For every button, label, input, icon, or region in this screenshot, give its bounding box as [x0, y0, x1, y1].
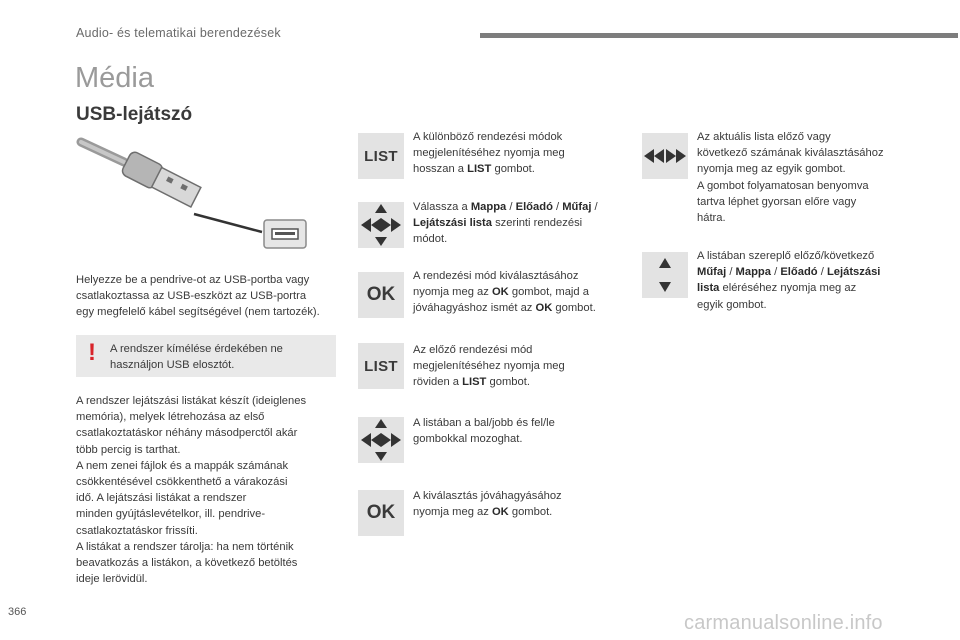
intro-line: Helyezze be a pendrive-ot az USB-portba vagy — [76, 274, 310, 286]
playlist-line: több percig is tarthat. — [76, 443, 181, 456]
playlist-line: csatlakoztatáskor néhány másodperctől akár — [76, 427, 298, 440]
playlist-line: csatlakoztatáskor frissíti. — [76, 524, 198, 537]
list-key-label: LIST — [364, 357, 398, 375]
instruction-navigate — [413, 415, 555, 447]
usb-illustration — [76, 128, 316, 258]
instruction-line: nyomja meg az OK gombot, majd a — [413, 286, 589, 299]
instruction-prev-next-list — [697, 248, 880, 313]
warning-text — [110, 341, 283, 373]
ok-key — [358, 272, 404, 318]
prev-next-key — [642, 133, 688, 179]
instruction-line: nyomja meg az egyik gombot. — [697, 163, 846, 176]
instruction-line: Lejátszási lista szerinti rendezési — [413, 217, 583, 230]
instruction-line: Az aktuális lista előző vagy — [697, 131, 831, 143]
four-way-key — [358, 417, 404, 463]
instruction-line: gombokkal mozoghat. — [413, 433, 523, 446]
instruction-line: röviden a LIST gombot. — [413, 376, 530, 389]
instruction-line: módot. — [413, 233, 448, 246]
ok-key-label: OK — [366, 502, 396, 523]
instruction-line: megjelenítéséhez nyomja meg — [413, 147, 565, 160]
instruction-confirm-selection — [413, 488, 562, 520]
playlist-line: A listákat a rendszer tárolja: ha nem történik — [76, 540, 294, 553]
instruction-line: hosszan a LIST gombot. — [413, 163, 535, 176]
instruction-line: A kiválasztás jóváhagyásához — [413, 490, 562, 502]
instruction-previous-sort — [413, 342, 565, 391]
instruction-line: Az előző rendezési mód — [413, 344, 533, 356]
instruction-long-press-list — [413, 129, 565, 178]
page-title: Média — [75, 62, 154, 94]
warning-box — [76, 335, 336, 377]
instruction-line: A listában a bal/jobb és fel/le — [413, 417, 555, 429]
playlist-line: minden gyújtáslevételkor, ill. pendrive- — [76, 508, 266, 521]
playlist-line: memória), melyek létrehozása az első — [76, 411, 265, 424]
warning-icon: ! — [88, 339, 96, 366]
instruction-line: nyomja meg az OK gombot. — [413, 506, 553, 519]
warning-line: A rendszer kímélése érdekében ne — [110, 343, 283, 355]
playlist-line: beavatkozás a listákon, a következő betöltés — [76, 557, 298, 570]
instruction-line: A gombot folyamatosan benyomva — [697, 179, 869, 192]
intro-line: csatlakoztassa az USB-eszközt az USB-portra — [76, 290, 307, 303]
up-down-key — [642, 252, 688, 298]
playlist-line: A nem zenei fájlok és a mappák számának — [76, 459, 289, 472]
instruction-line: A különböző rendezési módok — [413, 131, 563, 143]
instruction-line: lista eléréséhez nyomja meg az — [697, 282, 857, 295]
intro-paragraph — [76, 272, 320, 321]
up-down-arrows-icon — [642, 252, 688, 298]
watermark: carmanualsonline.info — [684, 612, 883, 634]
instruction-prev-next-track — [697, 129, 884, 226]
four-way-key — [358, 202, 404, 248]
playlist-line: A rendszer lejátszási listákat készít (ideiglenes — [76, 395, 307, 407]
instruction-line: jóváhagyáshoz ismét az OK gombot. — [413, 302, 596, 315]
instruction-confirm-sort — [413, 268, 596, 317]
instruction-line: Válassza a Mappa / Előadó / Műfaj / — [413, 201, 598, 213]
intro-line: egy megfelelő kábel segítségével (nem tartozék). — [76, 306, 320, 319]
list-key — [358, 133, 404, 179]
instruction-line: egyik gombot. — [697, 298, 767, 311]
instruction-line: hátra. — [697, 212, 726, 225]
warning-line: használjon USB elosztót. — [110, 359, 235, 371]
playlist-line: idő. A lejátszási listákat a rendszer — [76, 492, 247, 505]
playlist-line: csökkentésével csökkenthető a várakozási — [76, 476, 288, 489]
ok-key-label: OK — [366, 284, 396, 305]
section-title: USB-lejátszó — [76, 104, 193, 125]
playlist-info-paragraph — [76, 393, 306, 587]
page-number: 366 — [8, 606, 27, 618]
ok-key — [358, 490, 404, 536]
instruction-line: tartva léphet gyorsan előre vagy — [697, 195, 857, 208]
prev-next-icon — [642, 133, 688, 179]
usb-stick-icon — [76, 128, 316, 258]
list-key-label: LIST — [364, 147, 398, 165]
playlist-line: ideje lerövidül. — [76, 573, 148, 586]
header-section-label: Audio- és telematikai berendezések — [76, 26, 281, 40]
instruction-line: következő számának kiválasztásához — [697, 147, 884, 160]
instruction-line: A listában szereplő előző/következő — [697, 250, 875, 262]
four-way-arrows-icon — [358, 202, 404, 248]
instruction-line: A rendezési mód kiválasztásához — [413, 270, 579, 282]
header-rule — [480, 33, 958, 38]
four-way-arrows-icon — [358, 417, 404, 463]
instruction-line: megjelenítéséhez nyomja meg — [413, 360, 565, 373]
list-key — [358, 343, 404, 389]
instruction-line: Műfaj / Mappa / Előadó / Lejátszási — [697, 266, 881, 279]
instruction-select-sort — [413, 199, 598, 248]
